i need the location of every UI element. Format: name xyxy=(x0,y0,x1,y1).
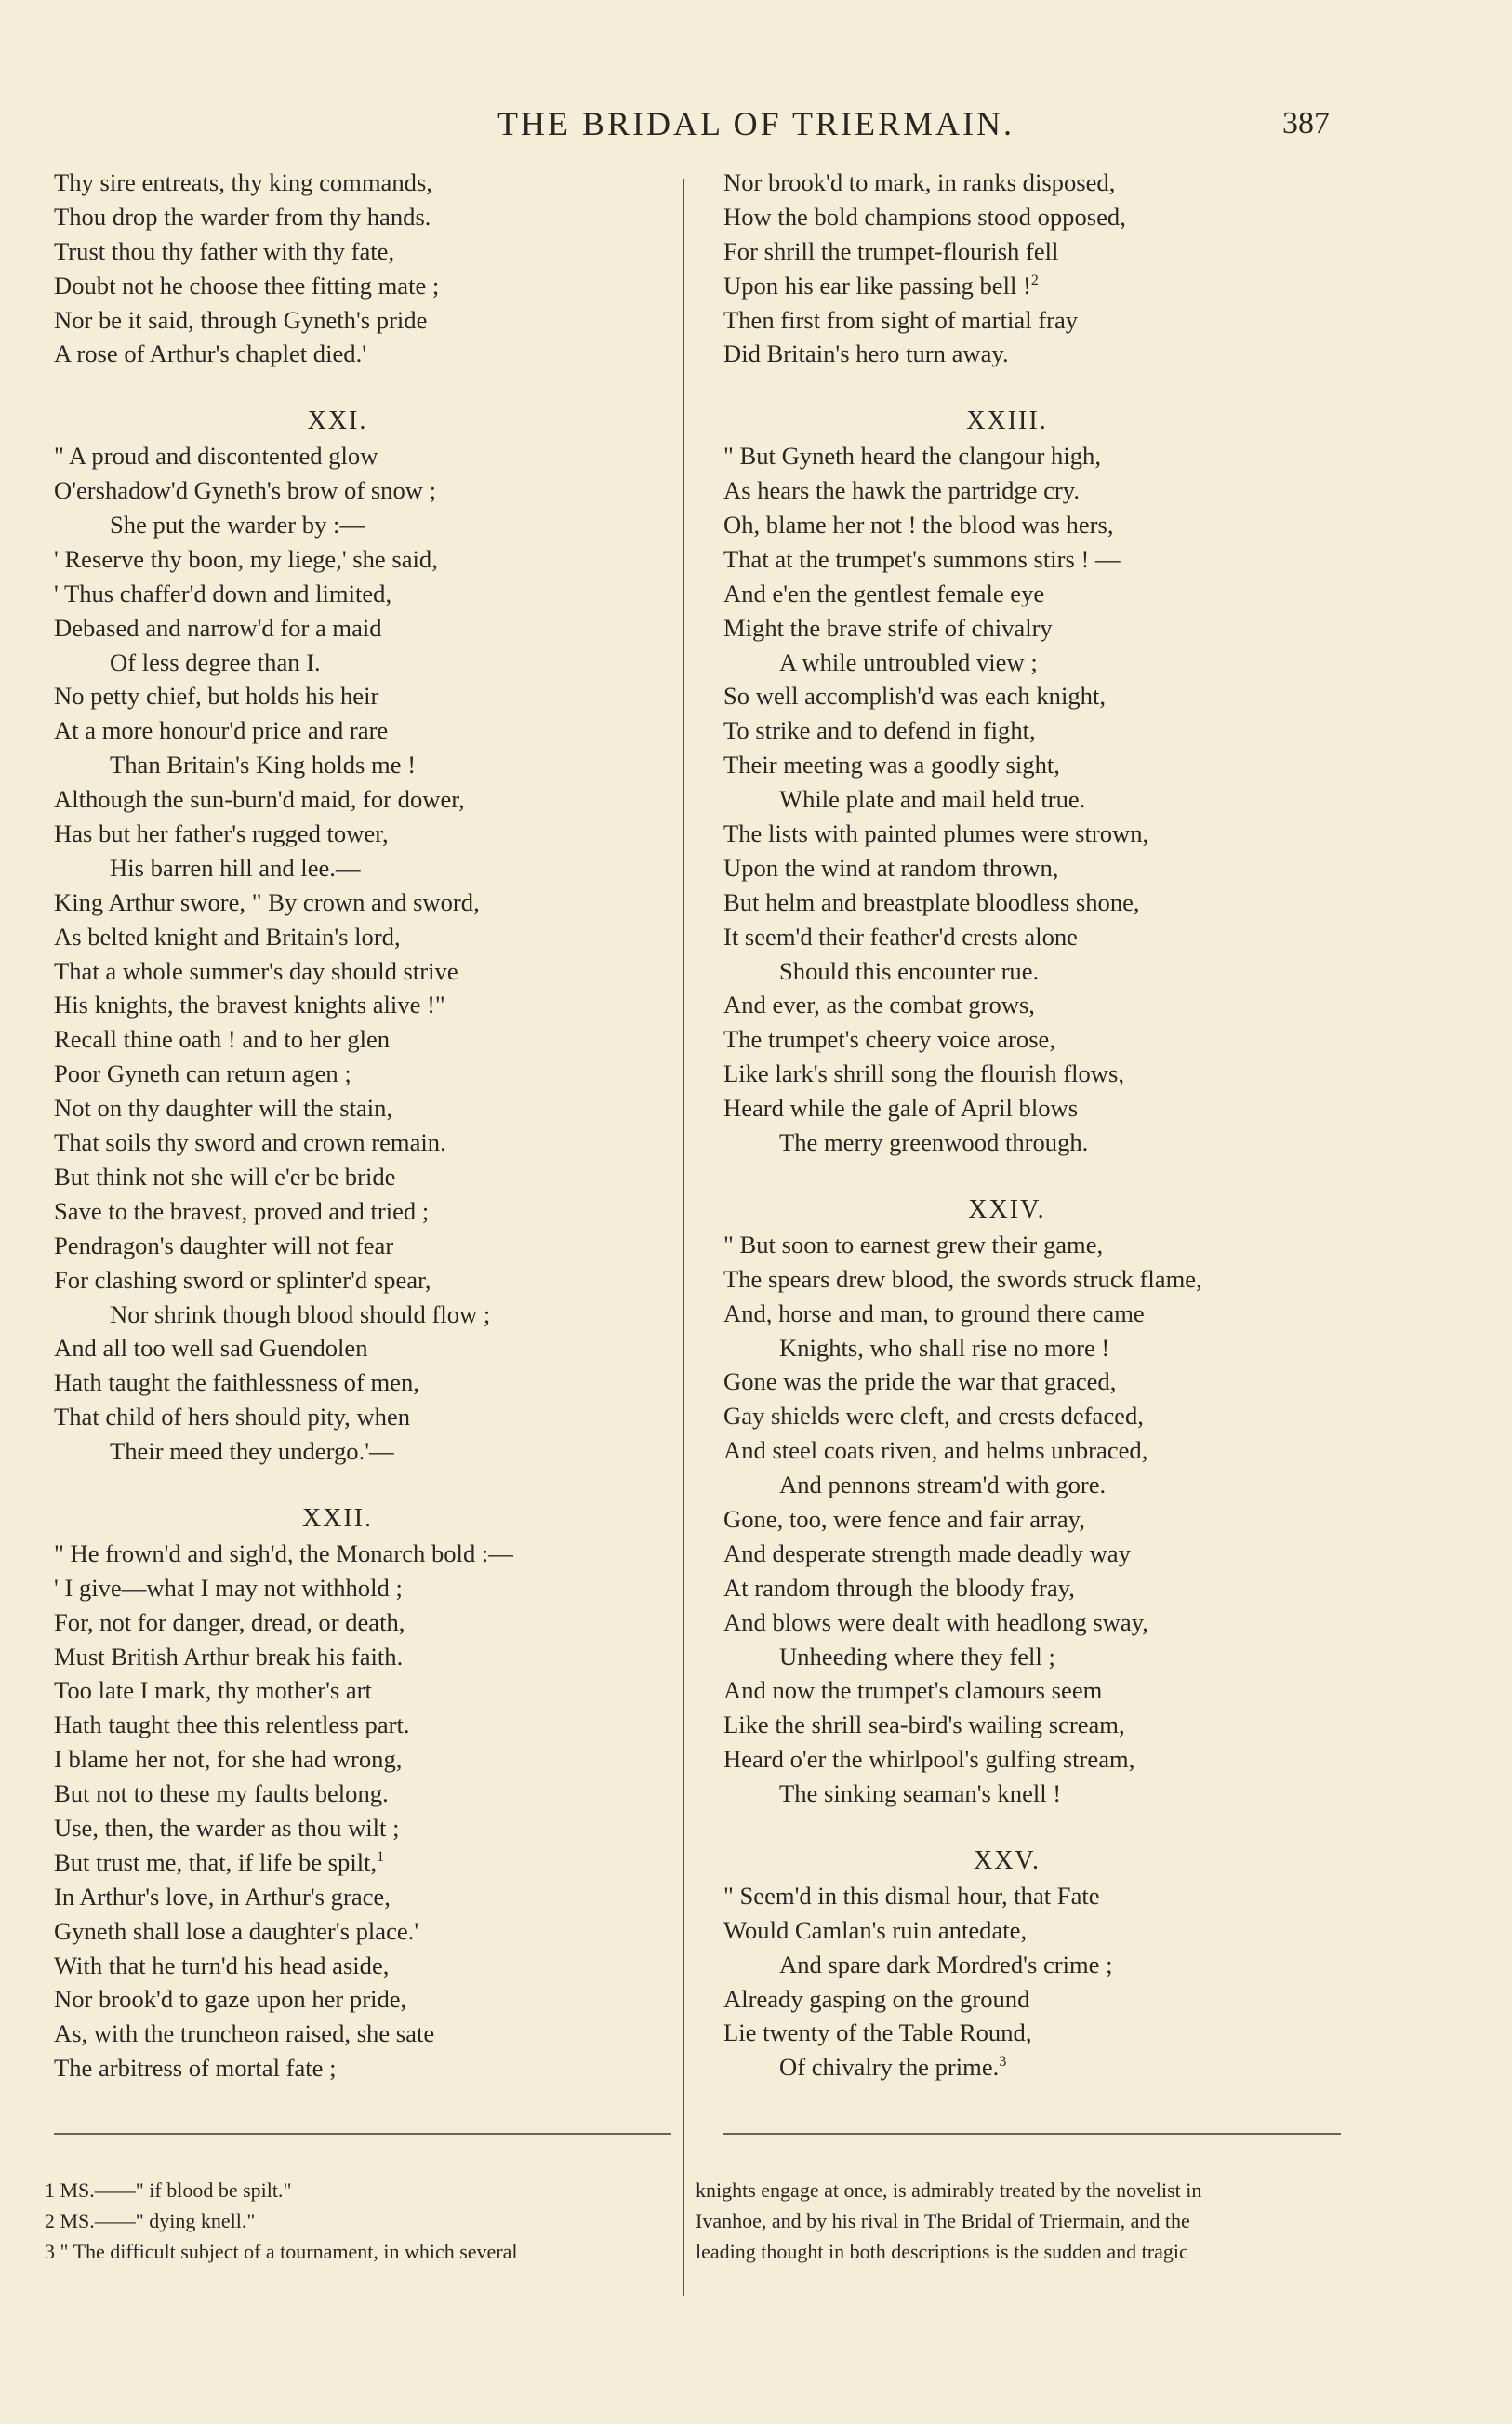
verse-line: And steel coats riven, and helms unbraced, xyxy=(723,1436,1148,1465)
stanza-heading-xxiii: XXIII. xyxy=(966,406,1048,436)
verse-line: The arbitress of mortal fate ; xyxy=(54,2054,337,2083)
verse-line: No petty chief, but holds his heir xyxy=(54,682,379,711)
page-number: 387 xyxy=(1282,106,1330,140)
intro-stanza-left xyxy=(54,166,696,371)
verse-line: And spare dark Mordred's crime ; xyxy=(779,1950,1113,1978)
stanza-xxiii xyxy=(723,439,1365,1160)
verse-line: For clashing sword or splinter'd spear, xyxy=(54,1265,431,1294)
verse-line: Too late I mark, thy mother's art xyxy=(54,1676,372,1705)
stanza-xxi xyxy=(54,439,696,1469)
verse-line: ' Thus chaffer'd down and limited, xyxy=(54,579,392,607)
verse-line: That soils thy sword and crown remain. xyxy=(54,1128,446,1157)
verse-line: Upon the wind at random thrown, xyxy=(723,853,1059,882)
verse-line: ' I give—what I may not withhold ; xyxy=(54,1573,403,1602)
verse-line: Hath taught the faithlessness of men, xyxy=(54,1368,419,1397)
verse-line: As, with the truncheon raised, she sate xyxy=(54,2019,435,2048)
verse-line: That a whole summer's day should strive xyxy=(54,956,458,985)
verse-line: Might the brave strife of chivalry xyxy=(723,613,1053,642)
stanza-heading-xxii: XXII. xyxy=(301,1503,374,1533)
stanza-xxii xyxy=(54,1537,696,2085)
verse-line: O'ershadow'd Gyneth's brow of snow ; xyxy=(54,476,437,505)
verse-line: Gyneth shall lose a daughter's place.' xyxy=(54,1916,419,1945)
page-header xyxy=(0,104,1512,145)
footnote-continuation: leading thought in both descriptions is the sudden and tragic xyxy=(696,2240,1188,2263)
verse-line: As belted knight and Britain's lord, xyxy=(54,922,401,951)
verse-line: And e'en the gentlest female eye xyxy=(723,579,1045,607)
verse-line: His barren hill and lee.— xyxy=(110,853,361,882)
verse-line: Recall thine oath ! and to her glen xyxy=(54,1025,391,1054)
verse-line: That at the trumpet's summons stirs ! — xyxy=(723,544,1121,573)
footnote-continuation: Ivanhoe, and by his rival in The Bridal of Triermain, and the xyxy=(696,2209,1190,2232)
verse-line: The lists with painted plumes were strown, xyxy=(723,819,1149,848)
verse-line: Like lark's shrill song the flourish flows, xyxy=(723,1059,1124,1088)
footnote-marker: 3 xyxy=(999,2054,1007,2071)
verse-line: Would Camlan's ruin antedate, xyxy=(723,1915,1028,1944)
verse-line: Must British Arthur break his faith. xyxy=(54,1642,404,1671)
verse-line: That child of hers should pity, when xyxy=(54,1403,411,1432)
verse-line: Their meed they undergo.'— xyxy=(110,1437,394,1466)
verse-line: Thy sire entreats, thy king commands, xyxy=(54,168,432,196)
verse-line: Has but her father's rugged tower, xyxy=(54,819,389,848)
verse-text: Of chivalry the prime. xyxy=(779,2053,1000,2082)
verse-line: Thou drop the warder from thy hands. xyxy=(54,202,431,231)
verse-line: For shrill the trumpet-flourish fell xyxy=(723,236,1059,265)
verse-line: Gone was the pride the war that graced, xyxy=(723,1367,1117,1396)
running-title: THE BRIDAL OF TRIERMAIN. xyxy=(497,105,1015,142)
verse-line: At a more honour'd price and rare xyxy=(54,716,389,745)
verse-line: But think not she will e'er be bride xyxy=(54,1162,396,1191)
footnotes-right xyxy=(696,2175,1358,2267)
footnote-continuation: knights engage at once, is admirably treated by the novelist in xyxy=(696,2178,1202,2202)
verse-line: Hath taught thee this relentless part. xyxy=(54,1711,410,1739)
footnote-rule-left xyxy=(54,2133,671,2135)
verse-line: And now the trumpet's clamours seem xyxy=(723,1676,1103,1705)
verse-line: Debased and narrow'd for a maid xyxy=(54,613,382,642)
right-column xyxy=(723,166,1365,2084)
verse-line-with-footnote xyxy=(723,269,1365,303)
verse-line: While plate and mail held true. xyxy=(779,785,1086,814)
verse-line: Knights, who shall rise no more ! xyxy=(779,1333,1110,1362)
verse-line: How the bold champions stood opposed, xyxy=(723,202,1126,231)
verse-line: The trumpet's cheery voice arose, xyxy=(723,1025,1056,1054)
verse-line: Unheeding where they fell ; xyxy=(779,1642,1055,1671)
verse-line: And all too well sad Guendolen xyxy=(54,1334,368,1363)
verse-line: Nor be it said, through Gyneth's pride xyxy=(54,305,428,334)
verse-line: A while untroubled view ; xyxy=(779,647,1038,676)
verse-line: With that he turn'd his head aside, xyxy=(54,1951,390,1979)
verse-line-with-footnote xyxy=(723,2050,1365,2084)
footnote: 2 MS.——" dying knell." xyxy=(45,2209,256,2232)
verse-line: Heard while the gale of April blows xyxy=(723,1094,1079,1123)
verse-line: " But soon to earnest grew their game, xyxy=(723,1230,1104,1259)
stanza-heading-xxiv: XXIV. xyxy=(968,1194,1046,1224)
verse-line: " He frown'd and sigh'd, the Monarch bold :— xyxy=(54,1538,513,1567)
verse-line: Heard o'er the whirlpool's gulfing stream, xyxy=(723,1745,1135,1774)
verse-line: For, not for danger, dread, or death, xyxy=(54,1607,405,1636)
verse-line: Nor brook'd to mark, in ranks disposed, xyxy=(723,168,1116,196)
verse-line: Although the sun-burn'd maid, for dower, xyxy=(54,785,465,814)
stanza-heading-xxv: XXV. xyxy=(973,1845,1041,1875)
stanza-xxv xyxy=(723,1879,1365,2084)
verse-line: Not on thy daughter will the stain, xyxy=(54,1094,393,1123)
verse-line: Gay shields were cleft, and crests defaced, xyxy=(723,1402,1144,1431)
verse-line: Oh, blame her not ! the blood was hers, xyxy=(723,511,1114,539)
verse-line: Use, then, the warder as thou wilt ; xyxy=(54,1813,400,1842)
verse-line: But helm and breastplate bloodless shone, xyxy=(723,887,1140,916)
verse-line: Their meeting was a goodly sight, xyxy=(723,751,1060,779)
verse-line: And blows were dealt with headlong sway, xyxy=(723,1607,1148,1636)
left-column xyxy=(54,166,696,2085)
stanza-heading-xxi: XXI. xyxy=(307,406,368,436)
verse-line: Doubt not he choose thee fitting mate ; xyxy=(54,271,440,300)
footnotes-left xyxy=(45,2175,686,2267)
verse-text: Upon his ear like passing bell ! xyxy=(723,271,1031,300)
verse-line: Did Britain's hero turn away. xyxy=(723,340,1009,368)
verse-line: To strike and to defend in fight, xyxy=(723,716,1036,745)
verse-line: Poor Gyneth can return agen ; xyxy=(54,1059,351,1088)
verse-line: Then first from sight of martial fray xyxy=(723,305,1079,334)
verse-line: And ever, as the combat grows, xyxy=(723,991,1035,1019)
verse-line: Pendragon's daughter will not fear xyxy=(54,1231,394,1259)
verse-line: Gone, too, were fence and fair array, xyxy=(723,1504,1085,1533)
intro-stanza-right xyxy=(723,166,1365,371)
verse-line: " Seem'd in this dismal hour, that Fate xyxy=(723,1881,1100,1910)
footnote: 1 MS.——" if blood be spilt." xyxy=(45,2178,292,2202)
verse-line: His knights, the bravest knights alive !" xyxy=(54,991,445,1019)
footnote-marker: 1 xyxy=(377,1849,385,1865)
verse-line: ' Reserve thy boon, my liege,' she said, xyxy=(54,544,438,573)
verse-line: I blame her not, for she had wrong, xyxy=(54,1745,403,1774)
verse-line: Should this encounter rue. xyxy=(779,956,1040,985)
verse-line: Like the shrill sea-bird's wailing scream, xyxy=(723,1711,1125,1739)
verse-line: As hears the hawk the partridge cry. xyxy=(723,476,1080,505)
verse-line: " A proud and discontented glow xyxy=(54,442,378,471)
verse-line: Than Britain's King holds me ! xyxy=(110,751,417,779)
verse-line: " But Gyneth heard the clangour high, xyxy=(723,442,1101,471)
verse-line: And pennons stream'd with gore. xyxy=(779,1471,1107,1499)
verse-text: But trust me, that, if life be spilt, xyxy=(54,1847,378,1876)
verse-line: Nor brook'd to gaze upon her pride, xyxy=(54,1985,407,2014)
verse-line: She put the warder by :— xyxy=(110,511,365,539)
footnote-rule-right xyxy=(723,2133,1341,2135)
verse-line: At random through the bloody fray, xyxy=(723,1573,1075,1602)
verse-line: The merry greenwood through. xyxy=(779,1128,1089,1157)
verse-line: The spears drew blood, the swords struck flame, xyxy=(723,1264,1202,1293)
verse-line: It seem'd their feather'd crests alone xyxy=(723,922,1078,951)
footnote: 3 " The difficult subject of a tournament, in which several xyxy=(45,2240,518,2263)
verse-line: King Arthur swore, " By crown and sword, xyxy=(54,887,480,916)
verse-line: So well accomplish'd was each knight, xyxy=(723,682,1106,711)
verse-line: Already gasping on the ground xyxy=(723,1984,1030,2013)
verse-line: Lie twenty of the Table Round, xyxy=(723,2018,1032,2047)
footnote-marker: 2 xyxy=(1030,272,1039,288)
verse-line: And desperate strength made deadly way xyxy=(723,1538,1131,1567)
verse-line: Nor shrink though blood should flow ; xyxy=(110,1299,491,1328)
verse-line: Of less degree than I. xyxy=(110,647,321,676)
stanza-xxiv xyxy=(723,1228,1365,1811)
verse-line: In Arthur's love, in Arthur's grace, xyxy=(54,1882,391,1911)
verse-line: Trust thou thy father with thy fate, xyxy=(54,236,395,265)
verse-line: Save to the bravest, proved and tried ; xyxy=(54,1196,430,1225)
verse-line: A rose of Arthur's chaplet died.' xyxy=(54,340,367,368)
verse-line-with-footnote xyxy=(54,1845,696,1880)
verse-line: The sinking seaman's knell ! xyxy=(779,1779,1062,1808)
verse-line: And, horse and man, to ground there came xyxy=(723,1299,1145,1327)
verse-line: But not to these my faults belong. xyxy=(54,1779,389,1808)
